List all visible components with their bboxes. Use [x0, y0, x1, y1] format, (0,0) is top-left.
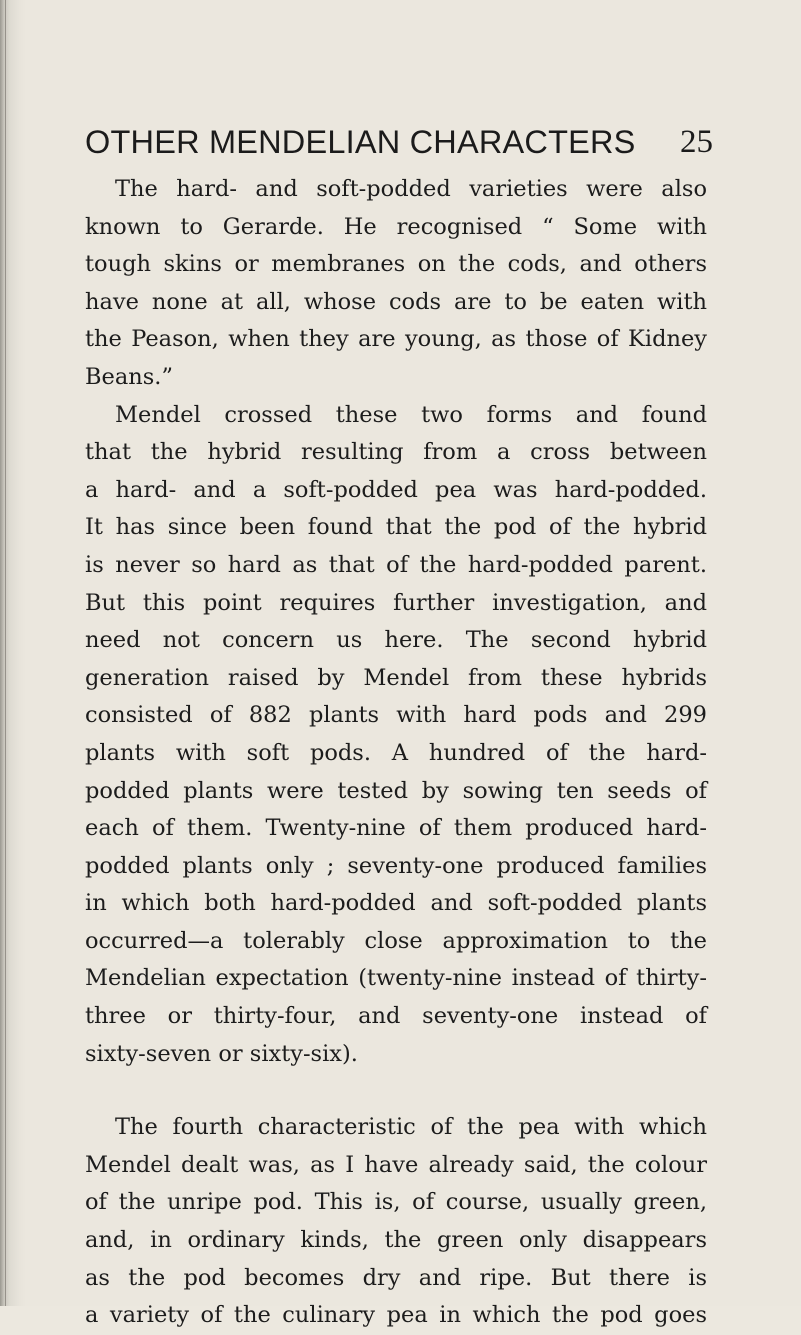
text-line: that the hybrid resulting from a cross between [85, 439, 707, 466]
text-line: a variety of the culinary pea in which the pod goes [85, 1302, 707, 1329]
text-line: have none at all, whose cods are to be eaten with [85, 288, 707, 315]
text-line: tough skins or membranes on the cods, and others [85, 251, 707, 278]
text-line: Beans.” [85, 363, 173, 390]
text-line: a hard- and a soft-podded pea was hard-podded. [85, 476, 707, 503]
text-line: three or thirty-four, and seventy-one instead of [85, 1003, 707, 1030]
body-text [85, 171, 707, 1335]
text-line: in which both hard-podded and soft-podded plants [85, 890, 707, 917]
text-line: the Peason, when they are young, as those of Kidney [85, 326, 707, 353]
page-number: 25 [680, 124, 713, 160]
text-line: Mendel crossed these two forms and found [115, 401, 707, 428]
text-line: each of them. Twenty-nine of them produced hard- [85, 815, 707, 842]
text-line: Mendelian expectation (twenty-nine instead of thirty- [85, 965, 707, 992]
text-line: podded plants were tested by sowing ten seeds of [85, 777, 707, 804]
text-line: need not concern us here. The second hybrid [85, 627, 707, 654]
text-line: as the pod becomes dry and ripe. But there is [85, 1264, 707, 1291]
text-line: The hard- and soft-podded varieties were also [115, 176, 707, 202]
paragraph-1 [85, 171, 707, 397]
text-line: But this point requires further investigation, and [85, 589, 707, 616]
text-line: sixty-seven or sixty-six). [85, 1040, 358, 1067]
text-line: occurred—a tolerably close approximation to the [85, 927, 707, 954]
running-head [85, 120, 713, 164]
paragraph-spacer [85, 1073, 707, 1109]
text-line: consisted of 882 plants with hard pods and 299 [85, 702, 707, 729]
paragraph-2 [85, 397, 707, 1074]
text-line: is never so hard as that of the hard-podded parent. [85, 551, 707, 578]
text-line: Mendel dealt was, as I have already said, the colour [85, 1151, 707, 1178]
text-line: plants with soft pods. A hundred of the hard- [85, 739, 707, 766]
text-line: The fourth characteristic of the pea with which [115, 1114, 707, 1141]
running-head-title: OTHER MENDELIAN CHARACTERS [85, 124, 636, 160]
binding-edge-line [5, 0, 6, 1306]
page-gutter-shadow [0, 0, 26, 1306]
paragraph-3 [85, 1109, 707, 1335]
text-line: It has since been found that the pod of the hybrid [85, 514, 707, 541]
text-line: generation raised by Mendel from these hybrids [85, 664, 707, 691]
text-line: podded plants only ; seventy-one produced families [85, 852, 707, 879]
text-line: known to Gerarde. He recognised “ Some with [85, 213, 707, 240]
text-line: of the unripe pod. This is, of course, usually green, [85, 1189, 707, 1216]
text-line: and, in ordinary kinds, the green only disappears [85, 1227, 707, 1254]
